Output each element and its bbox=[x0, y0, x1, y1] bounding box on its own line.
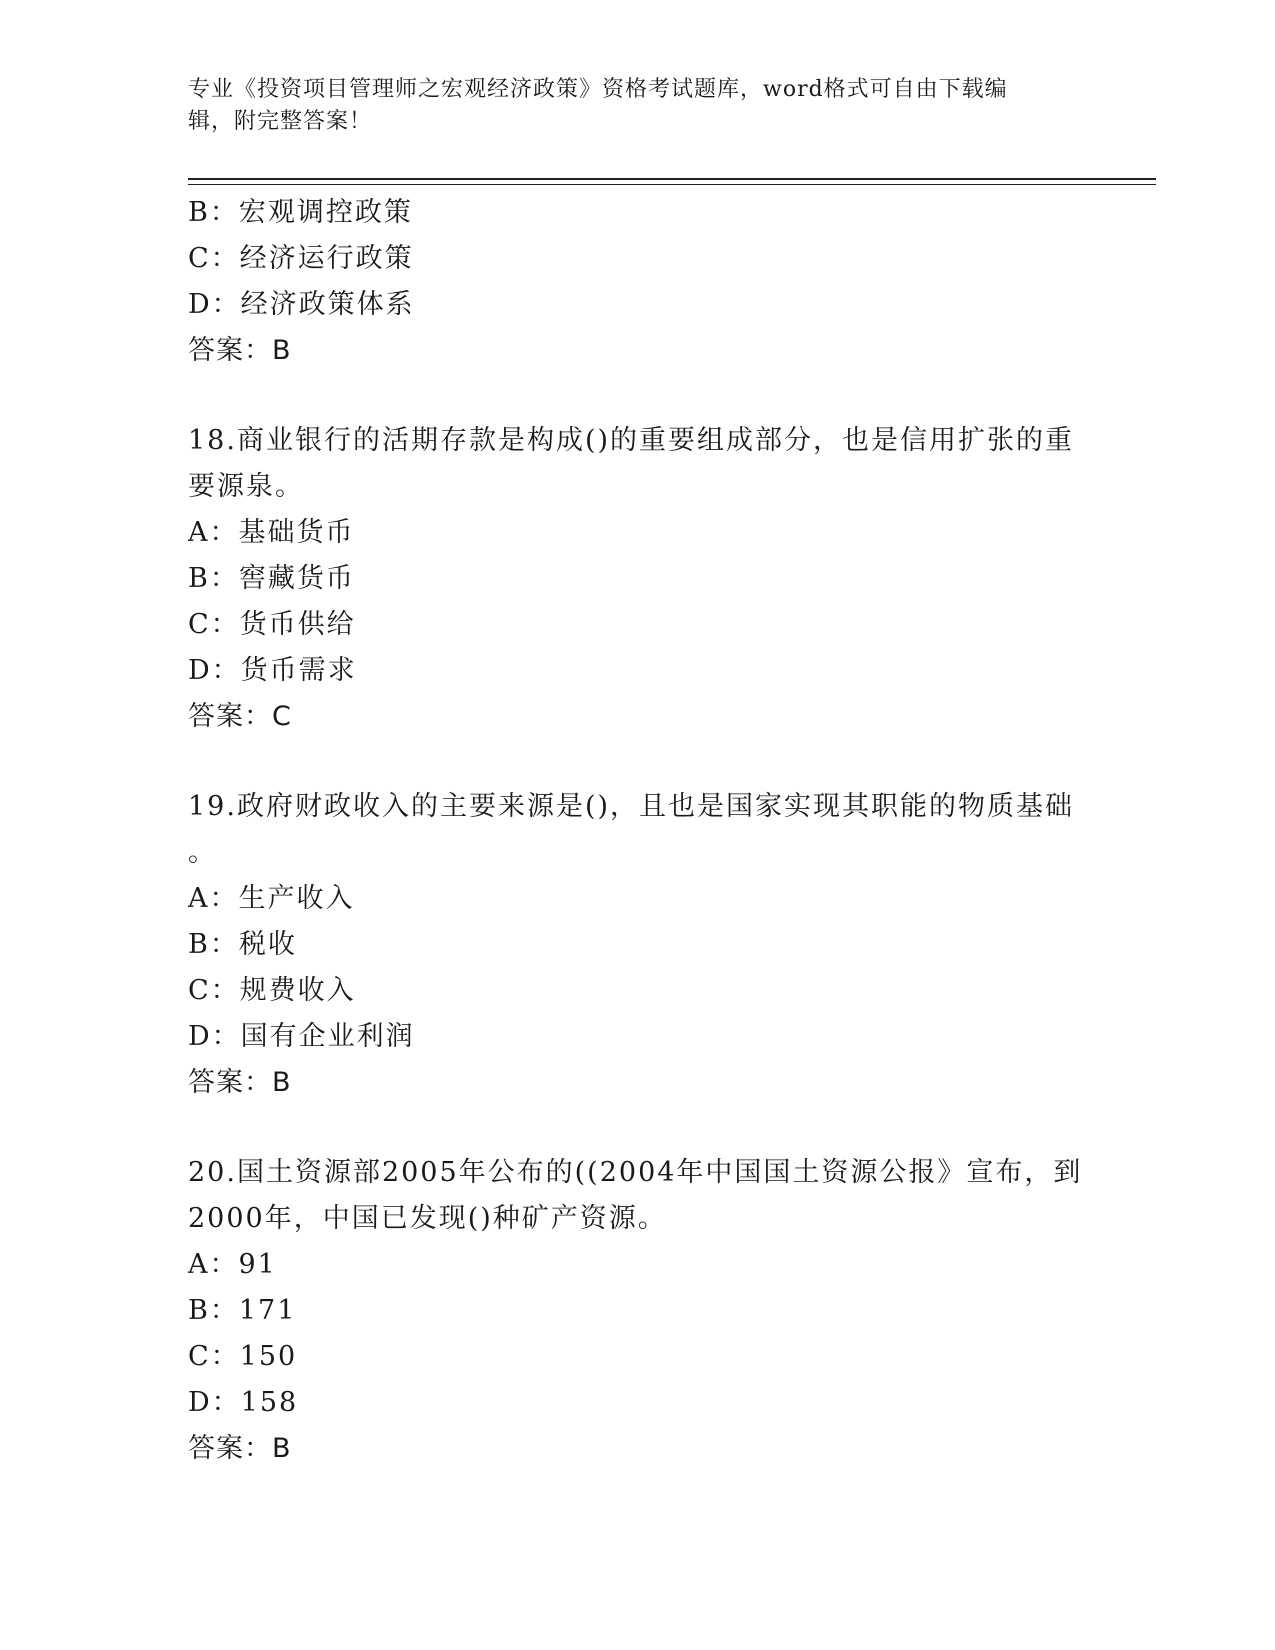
question-18 bbox=[188, 418, 1088, 740]
header-divider-thick bbox=[188, 178, 1156, 180]
question-stem-line-1: 18.商业银行的活期存款是构成()的重要组成部分，也是信用扩张的重 bbox=[188, 425, 1075, 456]
header-line-1: 专业《投资项目管理师之宏观经济政策》资格考试题库，word格式可自由下载编 bbox=[188, 77, 1008, 102]
question-stem-line-2: 2000年，中国已发现()种矿产资源。 bbox=[188, 1203, 667, 1234]
answer-line: 答案：B bbox=[188, 1067, 292, 1098]
header-line-2: 辑，附完整答案！ bbox=[188, 109, 373, 134]
answer-line: 答案：B bbox=[188, 335, 292, 366]
header-divider-thin bbox=[188, 184, 1156, 185]
question-list bbox=[188, 190, 1088, 1472]
option-d: D：158 bbox=[188, 1387, 299, 1418]
option-d: D：货币需求 bbox=[188, 655, 357, 686]
question-19 bbox=[188, 784, 1088, 1106]
answer-line: 答案：C bbox=[188, 701, 292, 732]
document-header bbox=[188, 74, 1068, 138]
option-d: D：经济政策体系 bbox=[188, 289, 415, 320]
question-20 bbox=[188, 1150, 1088, 1472]
option-a: A：91 bbox=[188, 1249, 277, 1280]
option-a: A：生产收入 bbox=[188, 883, 355, 914]
answer-line: 答案：B bbox=[188, 1433, 292, 1464]
question-stem-line-2: 要源泉。 bbox=[188, 471, 304, 502]
option-a: A：基础货币 bbox=[188, 517, 355, 548]
option-d: D：国有企业利润 bbox=[188, 1021, 415, 1052]
option-b: B：宏观调控政策 bbox=[188, 197, 413, 228]
option-b: B：税收 bbox=[188, 929, 297, 960]
option-c: C：规费收入 bbox=[188, 975, 356, 1006]
option-c: C：150 bbox=[188, 1341, 298, 1372]
question-stem-line-1: 19.政府财政收入的主要来源是()，且也是国家实现其职能的物质基础 bbox=[188, 791, 1075, 822]
option-c: C：经济运行政策 bbox=[188, 243, 414, 274]
question-stem-line-1: 20.国土资源部2005年公布的((2004年中国国土资源公报》宣布，到 bbox=[188, 1157, 1083, 1188]
option-c: C：货币供给 bbox=[188, 609, 356, 640]
question-continuation bbox=[188, 190, 1088, 374]
question-stem-line-2: 。 bbox=[188, 837, 217, 868]
option-b: B：171 bbox=[188, 1295, 297, 1326]
option-b: B：窖藏货币 bbox=[188, 563, 355, 594]
